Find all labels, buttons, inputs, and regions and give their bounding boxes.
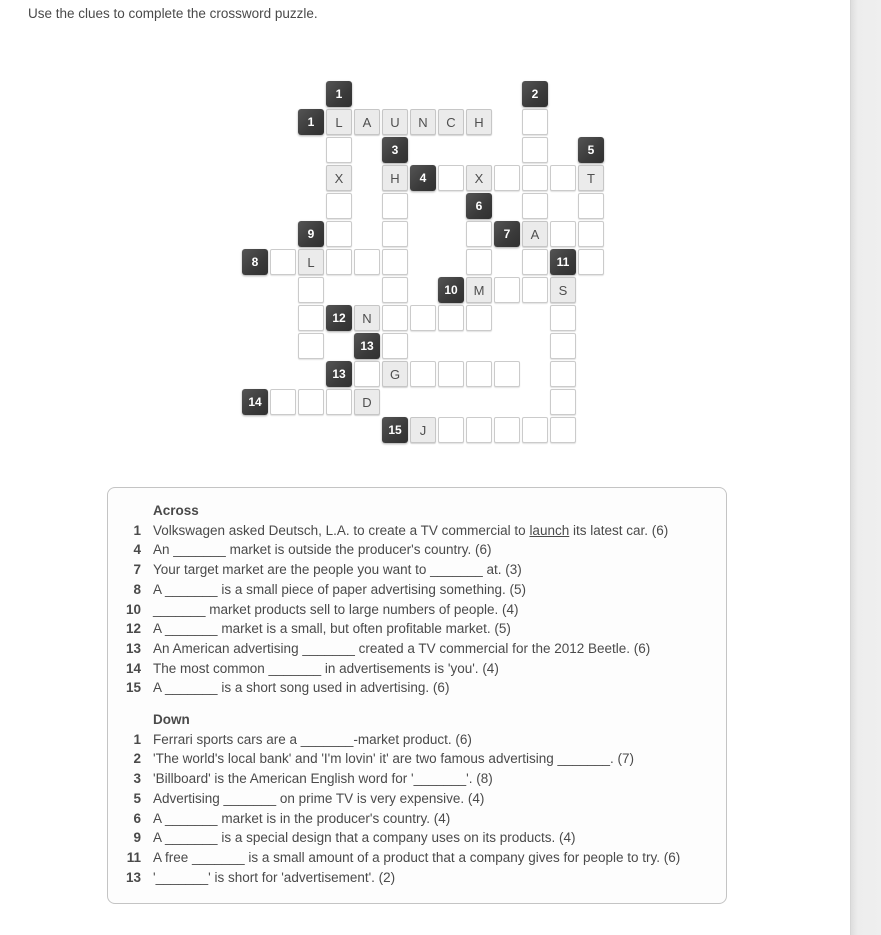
clue-item bbox=[108, 809, 716, 829]
crossword-input-cell[interactable] bbox=[270, 389, 296, 415]
down-section bbox=[108, 710, 716, 887]
crossword-input-cell[interactable] bbox=[522, 165, 548, 191]
crossword-input-cell[interactable] bbox=[578, 249, 604, 275]
clue-text: Your target market are the people you want to _______ at. (3) bbox=[153, 562, 522, 578]
crossword-prefilled-cell: S bbox=[550, 277, 576, 303]
crossword-input-cell[interactable] bbox=[382, 249, 408, 275]
crossword-prefilled-cell: M bbox=[466, 277, 492, 303]
down-clue-list bbox=[108, 730, 716, 888]
clue-number: 4 bbox=[133, 542, 141, 558]
clue-number: 10 bbox=[125, 601, 141, 617]
crossword-input-cell[interactable] bbox=[438, 165, 464, 191]
crossword-number-cell: 7 bbox=[494, 221, 520, 247]
crossword-input-cell[interactable] bbox=[326, 389, 352, 415]
clue-number: 3 bbox=[133, 771, 141, 787]
crossword-input-cell[interactable] bbox=[550, 221, 576, 247]
crossword-number-cell: 9 bbox=[298, 221, 324, 247]
crossword-input-cell[interactable] bbox=[382, 333, 408, 359]
crossword-number-cell: 2 bbox=[522, 81, 548, 107]
crossword-input-cell[interactable] bbox=[438, 305, 464, 331]
crossword-input-cell[interactable] bbox=[466, 361, 492, 387]
crossword-prefilled-cell: N bbox=[410, 109, 436, 135]
crossword-input-cell[interactable] bbox=[382, 305, 408, 331]
crossword-input-cell[interactable] bbox=[326, 193, 352, 219]
crossword-input-cell[interactable] bbox=[550, 361, 576, 387]
clue-item bbox=[108, 540, 716, 560]
clue-item bbox=[108, 580, 716, 600]
clue-item bbox=[108, 789, 716, 809]
clues-box bbox=[107, 487, 727, 904]
crossword-input-cell[interactable] bbox=[494, 417, 520, 443]
crossword-input-cell[interactable] bbox=[298, 389, 324, 415]
clue-item bbox=[108, 769, 716, 789]
crossword-prefilled-cell: A bbox=[354, 109, 380, 135]
crossword-input-cell[interactable] bbox=[466, 305, 492, 331]
clue-number: 11 bbox=[126, 849, 141, 865]
clue-number: 1 bbox=[133, 522, 141, 538]
crossword-input-cell[interactable] bbox=[550, 417, 576, 443]
crossword-number-cell: 15 bbox=[382, 417, 408, 443]
clue-text: An _______ market is outside the producer's country. (6) bbox=[153, 542, 492, 558]
clue-item bbox=[108, 730, 716, 750]
crossword-number-cell: 13 bbox=[354, 333, 380, 359]
clue-number: 15 bbox=[125, 680, 141, 696]
crossword-prefilled-cell: T bbox=[578, 165, 604, 191]
crossword-input-cell[interactable] bbox=[550, 165, 576, 191]
clue-text: '_______' is short for 'advertisement'. (2) bbox=[153, 869, 396, 885]
crossword-input-cell[interactable] bbox=[522, 417, 548, 443]
clue-item bbox=[108, 639, 716, 659]
crossword-input-cell[interactable] bbox=[522, 137, 548, 163]
crossword-prefilled-cell: G bbox=[382, 361, 408, 387]
clue-number: 6 bbox=[133, 810, 141, 826]
crossword-number-cell: 13 bbox=[326, 361, 352, 387]
crossword-input-cell[interactable] bbox=[522, 277, 548, 303]
clue-text: Ferrari sports cars are a _______-market product. (6) bbox=[153, 731, 472, 747]
crossword-input-cell[interactable] bbox=[382, 277, 408, 303]
clue-text: A _______ market is a small, but often profitable market. (5) bbox=[153, 621, 511, 637]
crossword-input-cell[interactable] bbox=[298, 305, 324, 331]
crossword-input-cell[interactable] bbox=[410, 361, 436, 387]
clue-number: 5 bbox=[133, 790, 141, 806]
clue-text: 'The world's local bank' and 'I'm lovin' it' are two famous advertising _______. (7) bbox=[153, 751, 635, 767]
clue-item bbox=[108, 600, 716, 620]
clue-text: Advertising _______ on prime TV is very expensive. (4) bbox=[153, 790, 485, 806]
clue-number: 1 bbox=[133, 731, 141, 747]
crossword-prefilled-cell: D bbox=[354, 389, 380, 415]
crossword-input-cell[interactable] bbox=[522, 109, 548, 135]
crossword-number-cell: 14 bbox=[242, 389, 268, 415]
crossword-input-cell[interactable] bbox=[578, 193, 604, 219]
crossword-input-cell[interactable] bbox=[550, 389, 576, 415]
crossword-input-cell[interactable] bbox=[438, 361, 464, 387]
clue-item bbox=[108, 521, 716, 541]
clue-text: A free _______ is a small amount of a product that a company gives for people to try. (6) bbox=[153, 849, 681, 865]
crossword-number-cell: 8 bbox=[242, 249, 268, 275]
clue-text: The most common _______ in advertisements is 'you'. (4) bbox=[153, 660, 499, 676]
clue-item bbox=[108, 848, 716, 868]
clue-number: 8 bbox=[133, 581, 141, 597]
clue-text: A _______ market is in the producer's country. (4) bbox=[153, 810, 451, 826]
crossword-input-cell[interactable] bbox=[326, 221, 352, 247]
across-section bbox=[108, 501, 716, 698]
crossword-input-cell[interactable] bbox=[298, 277, 324, 303]
crossword-input-cell[interactable] bbox=[466, 221, 492, 247]
crossword-input-cell[interactable] bbox=[494, 361, 520, 387]
clue-item bbox=[108, 619, 716, 639]
crossword-input-cell[interactable] bbox=[494, 277, 520, 303]
crossword-input-cell[interactable] bbox=[522, 249, 548, 275]
crossword-number-cell: 12 bbox=[326, 305, 352, 331]
crossword-prefilled-cell: N bbox=[354, 305, 380, 331]
crossword-number-cell: 11 bbox=[550, 249, 576, 275]
crossword-input-cell[interactable] bbox=[354, 249, 380, 275]
clue-text: A _______ is a short song used in advertising. (6) bbox=[153, 680, 450, 696]
clue-text: 'Billboard' is the American English word for '_______'. (8) bbox=[153, 771, 493, 787]
crossword-input-cell[interactable] bbox=[438, 417, 464, 443]
crossword-input-cell[interactable] bbox=[466, 249, 492, 275]
clue-number: 2 bbox=[133, 751, 141, 767]
crossword-prefilled-cell: X bbox=[466, 165, 492, 191]
crossword-prefilled-cell: H bbox=[382, 165, 408, 191]
crossword-number-cell: 5 bbox=[578, 137, 604, 163]
crossword-number-cell: 4 bbox=[410, 165, 436, 191]
clue-text: Volkswagen asked Deutsch, L.A. to create a TV commercial to launch its latest car. (6) bbox=[153, 522, 669, 538]
crossword-number-cell: 6 bbox=[466, 193, 492, 219]
crossword-prefilled-cell: A bbox=[522, 221, 548, 247]
crossword-input-cell[interactable] bbox=[354, 361, 380, 387]
crossword-number-cell: 1 bbox=[298, 109, 324, 135]
crossword-input-cell[interactable] bbox=[578, 221, 604, 247]
page-title: Use the clues to complete the crossword puzzle. bbox=[28, 6, 318, 21]
clue-number: 12 bbox=[125, 621, 141, 637]
crossword-number-cell: 3 bbox=[382, 137, 408, 163]
crossword-input-cell[interactable] bbox=[522, 193, 548, 219]
clue-text: A _______ is a small piece of paper advertising something. (5) bbox=[153, 581, 526, 597]
clue-text: An American advertising _______ created a TV commercial for the 2012 Beetle. (6) bbox=[153, 640, 651, 656]
crossword-prefilled-cell: X bbox=[326, 165, 352, 191]
down-header: Down bbox=[153, 712, 190, 728]
crossword-prefilled-cell: C bbox=[438, 109, 464, 135]
clue-item bbox=[108, 749, 716, 769]
clue-number: 14 bbox=[125, 660, 141, 676]
crossword-prefilled-cell: J bbox=[410, 417, 436, 443]
crossword-prefilled-cell: U bbox=[382, 109, 408, 135]
crossword-input-cell[interactable] bbox=[494, 165, 520, 191]
crossword-input-cell[interactable] bbox=[270, 249, 296, 275]
clue-item bbox=[108, 560, 716, 580]
clue-item bbox=[108, 828, 716, 848]
clue-number: 13 bbox=[125, 640, 141, 656]
clue-number: 7 bbox=[133, 562, 141, 578]
clue-number: 9 bbox=[133, 830, 141, 846]
crossword-grid bbox=[242, 81, 610, 449]
crossword-input-cell[interactable] bbox=[410, 305, 436, 331]
crossword-input-cell[interactable] bbox=[326, 137, 352, 163]
across-clue-list bbox=[108, 521, 716, 698]
crossword-prefilled-cell: L bbox=[298, 249, 324, 275]
clue-number: 13 bbox=[125, 869, 141, 885]
crossword-input-cell[interactable] bbox=[550, 305, 576, 331]
crossword-input-cell[interactable] bbox=[298, 333, 324, 359]
crossword-prefilled-cell: L bbox=[326, 109, 352, 135]
clue-item bbox=[108, 659, 716, 679]
crossword-input-cell[interactable] bbox=[382, 221, 408, 247]
crossword-number-cell: 1 bbox=[326, 81, 352, 107]
crossword-input-cell[interactable] bbox=[382, 193, 408, 219]
clue-item bbox=[108, 678, 716, 698]
crossword-input-cell[interactable] bbox=[550, 333, 576, 359]
crossword-number-cell: 10 bbox=[438, 277, 464, 303]
clue-item bbox=[108, 868, 716, 888]
clue-text: _______ market products sell to large numbers of people. (4) bbox=[153, 601, 519, 617]
crossword-input-cell[interactable] bbox=[466, 417, 492, 443]
clue-text: A _______ is a special design that a company uses on its products. (4) bbox=[153, 830, 576, 846]
crossword-input-cell[interactable] bbox=[326, 249, 352, 275]
underlined-word: launch bbox=[529, 522, 570, 538]
crossword-prefilled-cell: H bbox=[466, 109, 492, 135]
page-scroll-gutter bbox=[850, 0, 881, 935]
across-header: Across bbox=[153, 503, 199, 518]
